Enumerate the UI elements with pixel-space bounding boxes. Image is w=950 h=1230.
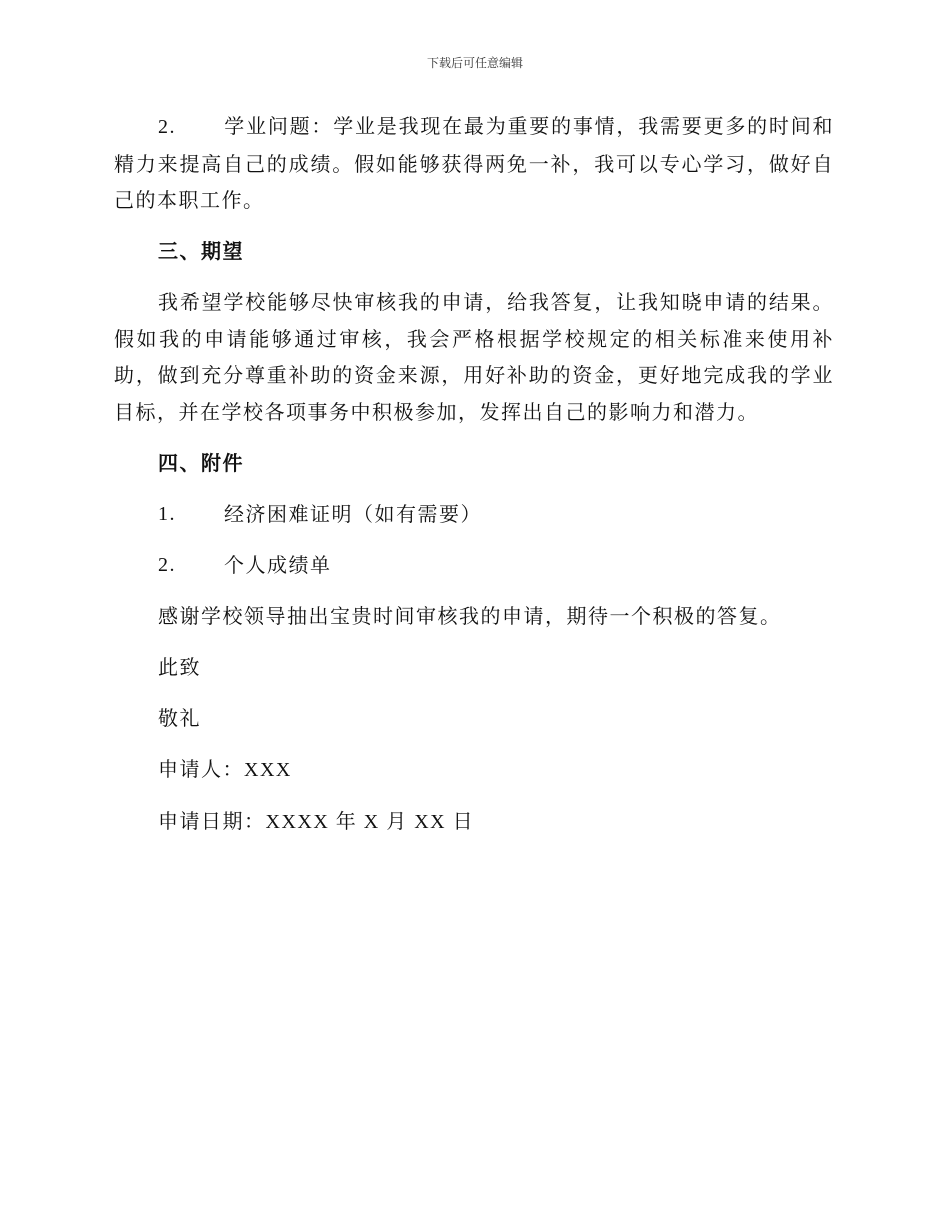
attachment-item bbox=[114, 547, 834, 584]
applicant-value: XXX bbox=[244, 758, 292, 781]
date-value: XXXX 年 X 月 XX 日 bbox=[265, 810, 475, 833]
study-issue-paragraph bbox=[114, 108, 834, 219]
expectation-paragraph: 我希望学校能够尽快审核我的申请，给我答复，让我知晓申请的结果。假如我的申请能够通过审核，我会严格根据学校规定的相关标准来使用补助，做到充分尊重补助的资金来源，用好补助的资金，更好地完成我的学业目标，并在学校各项事务中积极参加，发挥出自己的影响力和潜力。 bbox=[114, 290, 834, 424]
date-label: 申请日期： bbox=[158, 808, 266, 833]
study-issue-text: 学业问题：学业是我现在最为重要的事情，我需要更多的时间和精力来提高自己的成绩。假如能够获得两免一补，我可以专心学习，做好自己的本职工作。 bbox=[114, 114, 834, 212]
attachment-item bbox=[114, 496, 834, 533]
list-number: 2. bbox=[158, 553, 176, 576]
salutation-line-2: 敬礼 bbox=[158, 705, 201, 730]
thanks-line: 感谢学校领导抽出宝贵时间审核我的申请，期待一个积极的答复。 bbox=[158, 603, 782, 628]
applicant-label: 申请人： bbox=[158, 756, 244, 781]
date-line bbox=[114, 803, 834, 841]
attachment-text: 经济困难证明（如有需要） bbox=[224, 501, 482, 526]
list-number: 2. bbox=[158, 116, 176, 138]
list-number: 1. bbox=[158, 502, 176, 525]
attachment-text: 个人成绩单 bbox=[224, 552, 332, 577]
salutation-line-1: 此致 bbox=[158, 654, 201, 679]
section-heading-expectation: 三、期望 bbox=[158, 239, 244, 263]
section-heading-attachments: 四、附件 bbox=[158, 450, 244, 475]
document-body bbox=[114, 108, 834, 855]
applicant-line bbox=[114, 751, 834, 789]
page-header: 下载后可任意编辑 bbox=[426, 56, 523, 70]
